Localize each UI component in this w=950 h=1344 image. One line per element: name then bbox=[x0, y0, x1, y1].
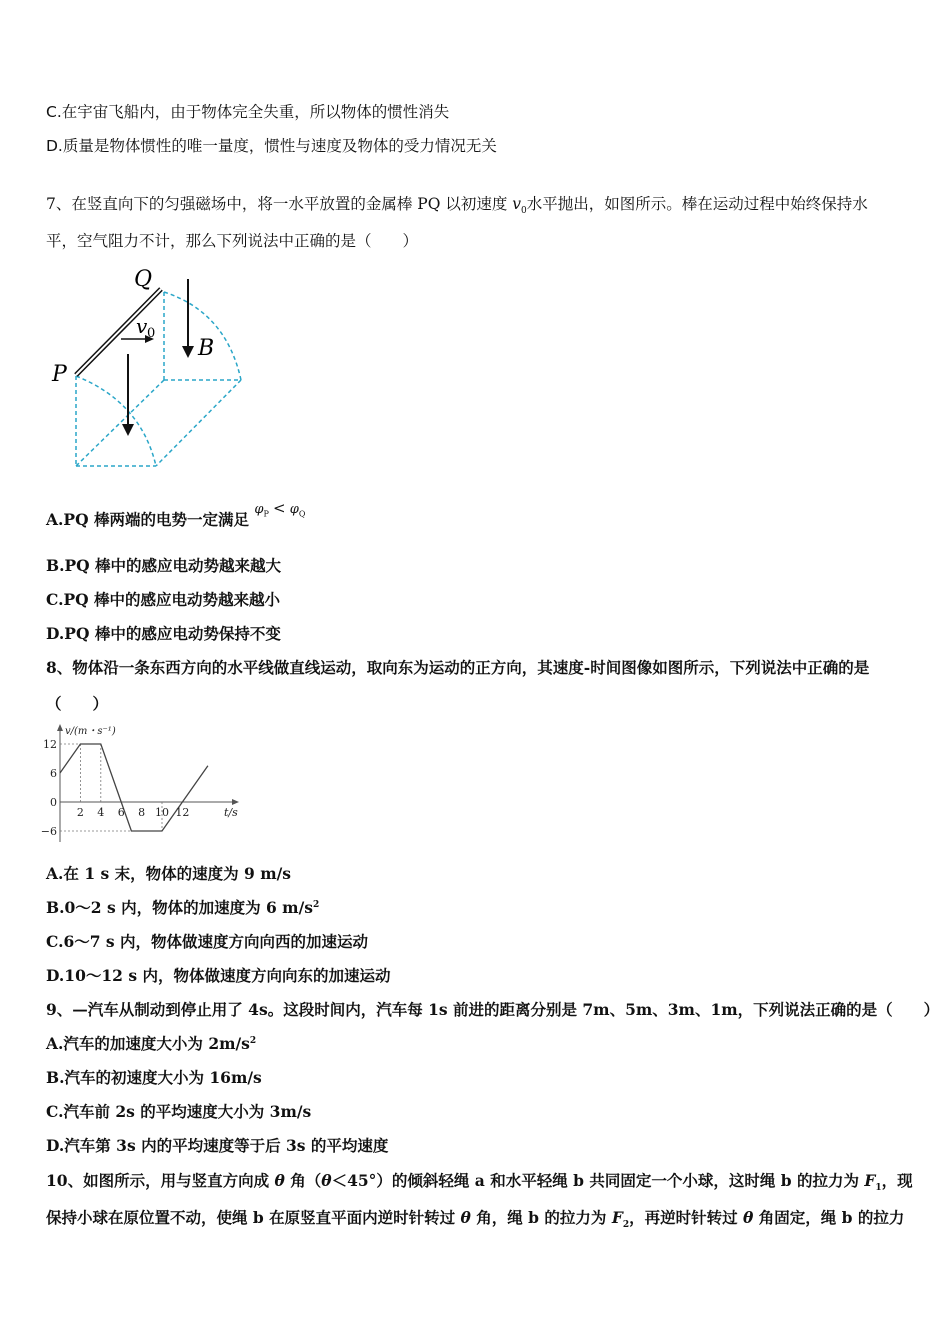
q9-option-b: B.汽车的初速度大小为 16m/s bbox=[46, 1068, 262, 1087]
q8-option-c: C.6～7 s 内，物体做速度方向向西的加速运动 bbox=[46, 932, 369, 951]
q6-option-d: D.质量是物体惯性的唯一量度，惯性与速度及物体的受力情况无关 bbox=[46, 137, 497, 155]
q6-option-c: C.在宇宙飞船内，由于物体完全失重，所以物体的惯性消失 bbox=[46, 103, 450, 121]
q8-option-d: D.10～12 s 内，物体做速度方向向东的加速运动 bbox=[46, 966, 391, 985]
q7-option-c: C.PQ 棒中的感应电动势越来越小 bbox=[46, 590, 281, 609]
q9-option-d: D.汽车第 3s 内的平均速度等于后 3s 的平均速度 bbox=[46, 1136, 389, 1155]
label-v-sub: 0 bbox=[147, 326, 156, 341]
label-v: v bbox=[136, 314, 148, 338]
q7-stem-line1: 7、在竖直向下的匀强磁场中，将一水平放置的金属棒 PQ 以初速度 $v_0$水平抛出，如图所示。棒在运动过程中始终保持水 bbox=[46, 195, 868, 217]
vt-chart bbox=[40, 720, 250, 844]
q8-stem-line1: 8、物体沿一条东西方向的水平线做直线运动，取向东为运动的正方向，其速度-时间图像如图所示，下列说法中正确的是 bbox=[46, 658, 870, 677]
x-tick-label: 2 bbox=[76, 806, 84, 819]
y-tick-label: 6 bbox=[50, 767, 57, 780]
label-b: B bbox=[198, 336, 215, 361]
y-axis-label: v/(m・s⁻¹) bbox=[65, 726, 116, 737]
q7-option-a: A.PQ 棒两端的电势一定满足 $^{\varphi_P < \varphi_Q}$ bbox=[46, 499, 306, 529]
q8-option-b: B.0～2 s 内，物体的加速度为 6 $m/s^2$ bbox=[46, 898, 320, 917]
q7-option-b: B.PQ 棒中的感应电动势越来越大 bbox=[46, 556, 282, 575]
q8-stem-line2: （ ） bbox=[46, 694, 109, 713]
q10-stem-line1: 10、如图所示，用与竖直方向成 θ 角（θ＜45°）的倾斜轻绳 a 和水平轻绳 b 共同固定一个小球，这时绳 b 的拉力为 $F_1$，现 bbox=[46, 1171, 913, 1194]
label-p: P bbox=[52, 362, 67, 387]
q8-option-a: A.在 1 s 末，物体的速度为 9 m/s bbox=[46, 864, 291, 883]
q10-stem-line2: 保持小球在原位置不动，使绳 b 在原竖直平面内逆时针转过 θ 角，绳 b 的拉力为 $F_2$，再逆时针转过 θ 角固定，绳 b 的拉力 bbox=[46, 1208, 905, 1231]
q9-option-c: C.汽车前 2s 的平均速度大小为 3m/s bbox=[46, 1102, 312, 1121]
q7-option-d: D.PQ 棒中的感应电动势保持不变 bbox=[46, 624, 281, 643]
label-q: Q bbox=[134, 267, 153, 292]
q7-stem-line2: 平，空气阻力不计，那么下列说法中正确的是（ ） bbox=[46, 232, 419, 250]
x-tick-label: 8 bbox=[138, 806, 146, 819]
y-axis-arrow bbox=[57, 724, 63, 731]
x-tick-label: 4 bbox=[97, 806, 105, 819]
q7-figure bbox=[46, 262, 256, 474]
x-axis-label: t/s bbox=[224, 806, 238, 819]
y-tick-label: −6 bbox=[40, 825, 57, 838]
q9-stem: 9、—汽车从制动到停止用了 4s。这段时间内，汽车每 1s 前进的距离分别是 7m、5m、3m、1m，下列说法正确的是（ ） bbox=[46, 1000, 940, 1019]
y-tick-label: 0 bbox=[50, 796, 57, 809]
x-tick-label: 10 bbox=[155, 806, 169, 819]
x-axis-arrow bbox=[232, 799, 239, 805]
x-tick-label: 12 bbox=[175, 806, 190, 819]
q9-option-a: A.汽车的加速度大小为 $2m/s^2$ bbox=[46, 1034, 257, 1053]
y-tick-label: 12 bbox=[43, 738, 57, 751]
x-tick-label: 6 bbox=[117, 806, 125, 819]
